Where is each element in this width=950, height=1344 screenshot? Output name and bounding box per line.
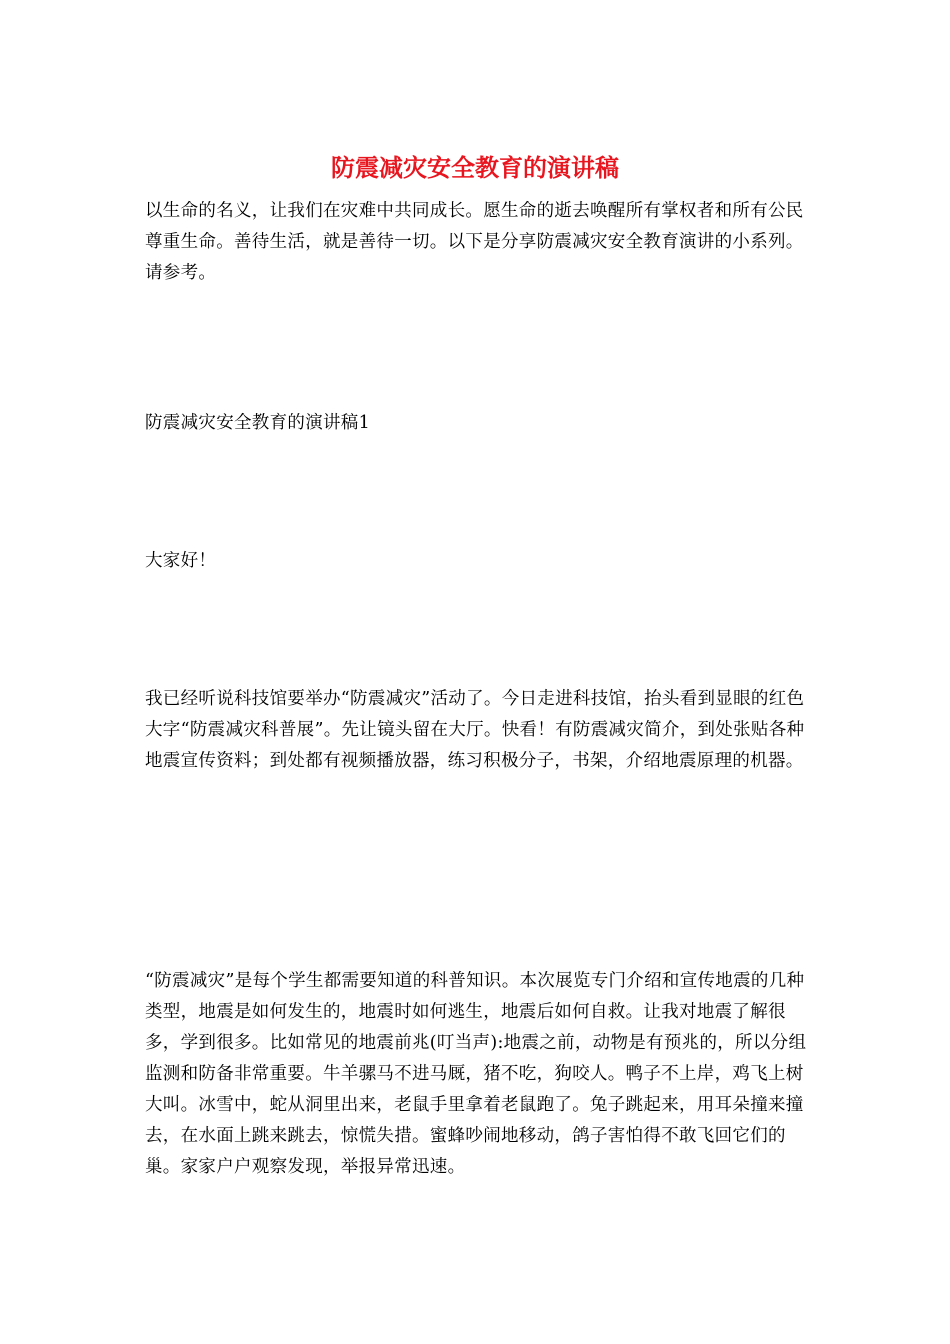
body-paragraph-2: “防震减灾”是每个学生都需要知道的科普知识。本次展览专门介绍和宣传地震的几种类型，地震是如何发生的，地震时如何逃生，地震后如何自救。让我对地震了解很多，学到很多。比如常见的地震前兆(叮当声):地震之前，动物是有预兆的，所以分组监测和防备非常重要。牛羊骡马不进马厩，猪不吃，狗咬人。鸭子不上岸，鸡飞上树大叫。冰雪中，蛇从洞里出来，老鼠手里拿着老鼠跑了。兔子跳起来，用耳朵撞来撞去，在水面上跳来跳去，惊慌失措。蜜蜂吵闹地移动，鸽子害怕得不敢飞回它们的巢。家家户户观察发现，举报异常迅速。 [145, 971, 807, 1177]
body-paragraph-1: 我已经听说科技馆要举办“防震减灾”活动了。今日走进科技馆，抬头看到显眼的红色大字“防震减灾科普展”。先让镜头留在大厅。快看！有防震减灾简介，到处张贴各种地震宣传资料；到处都有视频播放器，练习积极分子，书架，介绍地震原理的机器。 [145, 689, 805, 771]
greeting: 大家好！ [145, 551, 217, 571]
document-title: 防震减灾安全教育的演讲稿 [331, 153, 619, 182]
intro-paragraph: 以生命的名义，让我们在灾难中共同成长。愿生命的逝去唤醒所有掌权者和所有公民尊重生命。善待生活，就是善待一切。以下是分享防震减灾安全教育演讲的小系列。请参考。 [145, 201, 804, 283]
section-heading: 防震减灾安全教育的演讲稿1 [145, 413, 371, 433]
